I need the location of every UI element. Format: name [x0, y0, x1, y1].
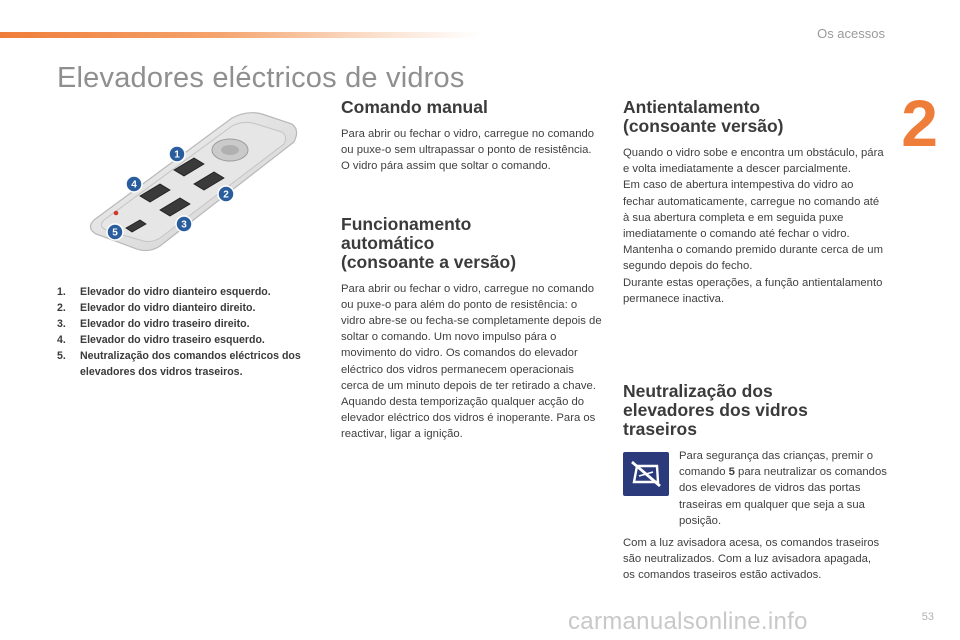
callout-4: 4 — [131, 179, 137, 191]
legend-list — [57, 284, 325, 380]
manual-heading: Comando manual — [341, 97, 488, 117]
callout-1: 1 — [174, 149, 180, 161]
antipinch-body-1: Quando o vidro sobe e encontra um obstáculo, pára e volta imediatamente a descer parcialmente. — [623, 147, 884, 176]
page-title: Elevadores eléctricos de vidros — [57, 62, 465, 94]
antipinch-heading: Antientalamento (consoante versão) — [623, 97, 784, 136]
door-panel-illustration — [82, 108, 300, 254]
window-control-panel-figure — [82, 108, 300, 254]
middle-column — [341, 98, 603, 443]
neutralization-heading: Neutralização dos elevadores dos vidros traseiros — [623, 381, 808, 439]
legend-item: 2. Elevador do vidro dianteiro direito. — [57, 302, 256, 314]
rear-window-lock-icon — [623, 452, 669, 496]
page-number: 53 — [921, 611, 934, 623]
callout-5: 5 — [112, 227, 118, 239]
legend-item: 3. Elevador do vidro traseiro direito. — [57, 318, 250, 330]
right-column — [623, 98, 885, 307]
chapter-number: 2 — [901, 86, 938, 160]
legend-item: 4. Elevador do vidro traseiro esquerdo. — [57, 334, 265, 346]
watermark: carmanualsonline.info — [568, 608, 808, 635]
automatic-body: Para abrir ou fechar o vidro, carregue no comando ou puxe-o para além do ponto de resistência: o vidro abre-se ou fecha-se completamente depois de soltar o comando. Um novo impulso pára o movimento do vidro. Os comandos do elevador eléctrico dos vidros permanecem operacionais cerca de um minuto depois de ter retirado a chave. Aquando desta temporização qualquer acção do elevador eléctrico dos vidros é inoperante. Para os reactivar, ligar a ignição. — [341, 282, 602, 441]
child-lock-icon — [623, 452, 669, 496]
header-accent-bar — [0, 32, 480, 38]
automatic-heading: Funcionamento automático (consoante a versão) — [341, 213, 517, 272]
callout-2: 2 — [223, 189, 229, 201]
neutralization-section — [623, 382, 885, 439]
section-header: Os acessos — [817, 26, 885, 41]
antipinch-body-3: Durante estas operações, a função antientalamento permanece inactiva. — [623, 276, 883, 305]
neutralization-footer-body: Com a luz avisadora acesa, os comandos traseiros são neutralizados. Com a luz avisadora apagada, os comandos traseiros estão activados. — [623, 537, 880, 582]
legend-item: 5. Neutralização dos comandos eléctricos dos elevadores dos vidros traseiros. — [57, 350, 301, 378]
manual-body: Para abrir ou fechar o vidro, carregue no comando ou puxe-o sem ultrapassar o ponto de resistência. O vidro pára assim que soltar o comando. — [341, 128, 595, 173]
legend-item: 1. Elevador do vidro dianteiro esquerdo. — [57, 286, 271, 298]
neutralization-body: Para segurança das crianças, premir o comando 5 para neutralizar os comandos dos elevadores de vidros das portas traseiras em qualquer que seja a sua posição. — [679, 450, 887, 527]
callout-3: 3 — [181, 219, 187, 231]
antipinch-body-2: Em caso de abertura intempestiva do vidro ao fechar automaticamente, carregue no comando até à sua abertura completa e em seguida puxe imediatamente o comando até fechar o vidro. Mantenha o comando premido durante cerca de um segundo depois do fecho. — [623, 179, 883, 273]
